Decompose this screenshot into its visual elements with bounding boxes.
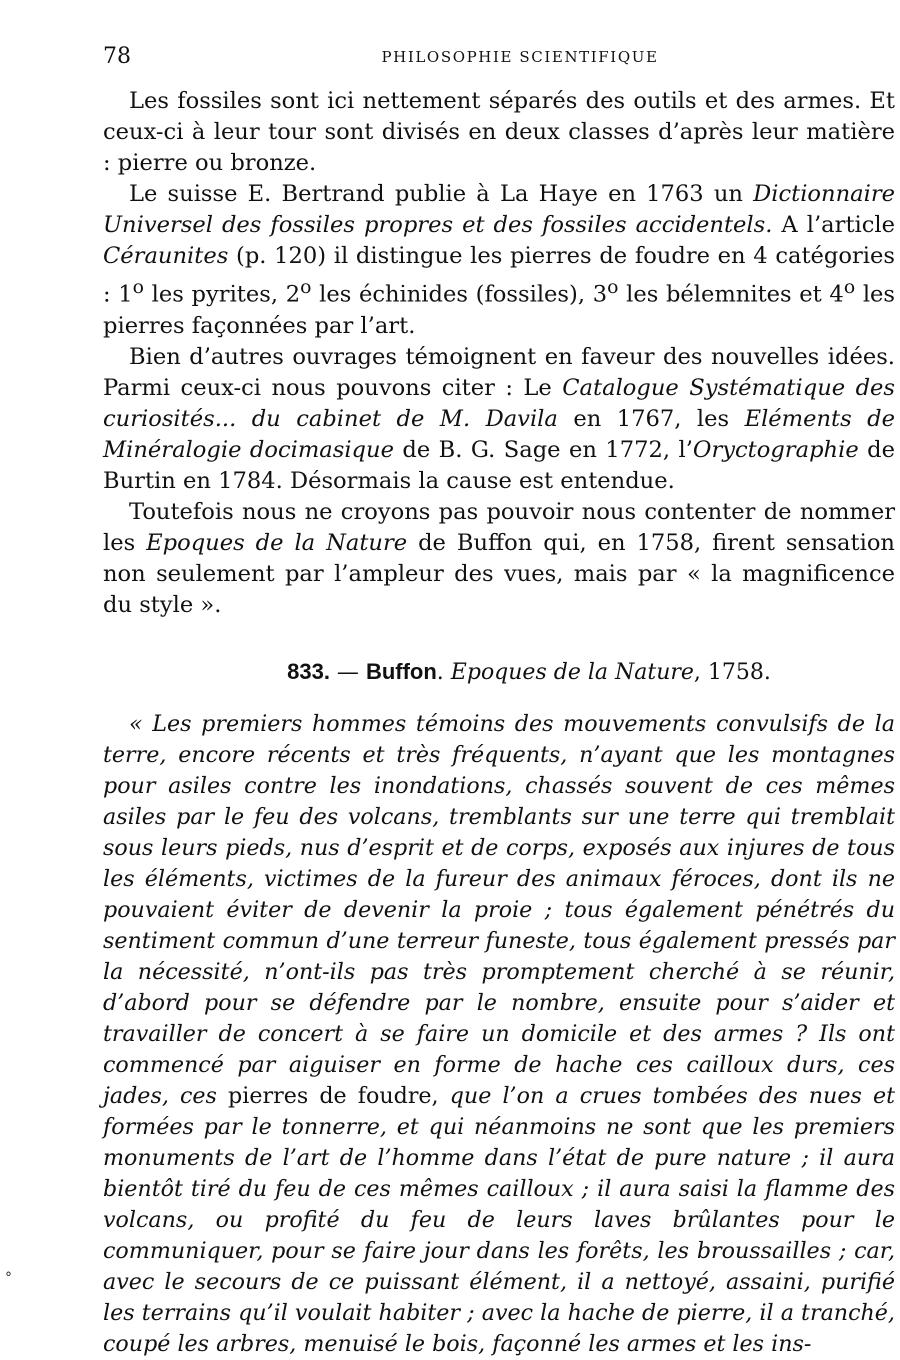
book-title: Catalogue Systématique des curiosités... du cabinet de M. Davila [103, 374, 895, 432]
paragraph-text: (p. 120) il distingue les pierres de foudre en 4 catégories : 1 [103, 243, 895, 308]
article-title: Céraunites [103, 243, 229, 269]
ordinal-superscript: o [300, 277, 312, 298]
quotation-text: « Les premiers hommes témoins des mouvements convulsifs de la terre, encore récents et très fréquents, n’ayant que les montagnes pour asiles contre les inondations, chassés souvent de ces mêmes asiles par le feu des volcans, tremblants sur une terre qui tremblait sous leurs pieds, nus d’esprit et de corps, exposés aux injures de tous les éléments, victimes de la fureur des animaux féroces, dont ils ne pouvaient éviter de devenir la proie ; tous également pénétrés du sentiment commun d’une terreur funeste, tous également pressés par la nécessité, n’ont-ils pas très promptement cherché à se réunir, d’abord pour se défendre par le nombre, ensuite pour s’aider et travailler de concert à se faire un domicile et des armes ? Ils ont commencé par aiguiser en forme de hache ces cailloux durs, ces jades, ces [103, 711, 895, 1109]
paragraph-text: de Buffon qui, en 1758, firent sensation non seulement par l’ampleur des vues, mais par « la magnificence du style ». [103, 529, 895, 618]
paragraph-text: de B. G. Sage en 1772, l’ [393, 436, 693, 463]
section-work-title: Epoques de la Nature [450, 660, 694, 685]
ordinal-superscript: o [607, 277, 619, 298]
paragraph-text: les pyrites, 2 [144, 281, 301, 308]
paragraph-text: en 1767, les [557, 405, 745, 432]
book-title: Oryctographie [692, 436, 859, 463]
book-title: Dictionnaire Universel des fossiles propres et des fossiles accidentels. [103, 181, 895, 238]
paragraph-buffon [103, 497, 895, 621]
paragraph-text: Bien d’autres ouvrages témoignent en faveur des nouvelles idées. Parmi ceux-ci nous pouvons citer : Le [103, 343, 895, 401]
book-title: Eléments de Minéralogie docimasique [103, 405, 895, 463]
ordinal-superscript: o [843, 277, 856, 298]
paragraph-text: Toutefois nous ne croyons pas pouvoir nous contenter de nommer les [103, 498, 895, 556]
section-number: 833. [287, 659, 330, 684]
paragraph-text: A l’article [772, 212, 895, 238]
paragraph-text: les bélemnites et 4 [618, 281, 844, 308]
paragraph-text: les pierres façonnées par l’art. [103, 281, 896, 339]
book-title: Epoques de la Nature [146, 529, 408, 556]
running-head: PHILOSOPHIE SCIENTIFIQUE [381, 48, 659, 66]
paragraph-ouvrages [103, 342, 895, 497]
paragraph-fossiles [103, 86, 895, 179]
section-year: , 1758. [693, 660, 771, 685]
buffon-quotation [103, 709, 895, 1360]
body-text [103, 86, 895, 621]
page-header [103, 44, 895, 74]
paragraph-bertrand [103, 179, 895, 342]
quotation-text: que l’on a crues tombées des nues et formées par le tonnerre, et qui néanmoins ne sont que les premiers monuments de l’art de l’homme dans l’état de pure nature ; il aura bientôt tiré du feu de ces mêmes cailloux ; il aura saisi la flamme des volcans, ou profité du feu de leurs laves brûlantes pour le communiquer, pour se faire jour dans les forêts, les broussailles ; car, avec le secours de ce puissant élément, il a nettoyé, assaini, purifié les terrains qu’il voulait habiter ; avec la hache de pierre, il a tranché, coupé les arbres, menuisé le bois, façonné les armes et les ins- [103, 1083, 895, 1357]
page-number: 78 [103, 44, 131, 69]
margin-mark: ° [5, 1270, 12, 1286]
paragraph-text: de Burtin en 1784. Désormais la cause est entendue. [103, 436, 895, 494]
paragraph-text: les échinides (fossiles), 3 [311, 281, 608, 308]
quotation-roman-text: pierres de foudre, [228, 1083, 439, 1109]
section-heading [103, 656, 895, 688]
paragraph-text: Les fossiles sont ici nettement séparés des outils et des armes. Et ceux-ci à leur tour sont divisés en deux classes d’après leur matière : pierre ou bronze. [103, 88, 895, 176]
paragraph-text: Le suisse E. Bertrand publie à La Haye en 1763 un [129, 181, 754, 207]
section-dash: — [329, 660, 366, 685]
section-separator: . [436, 660, 451, 685]
section-author: Buffon [365, 659, 437, 684]
ordinal-superscript: o [132, 277, 145, 298]
